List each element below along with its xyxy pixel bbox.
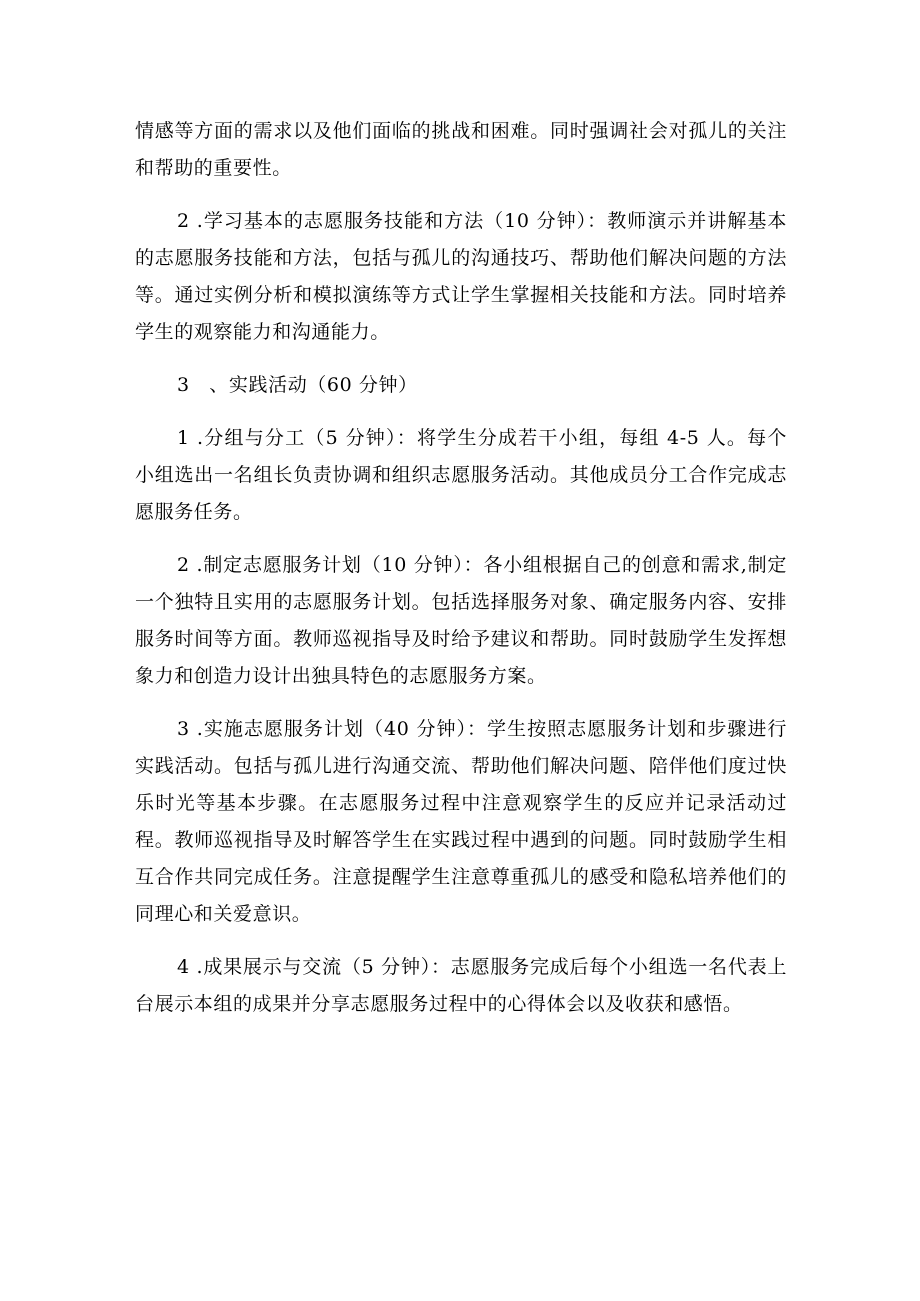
document-body [135, 113, 787, 1039]
paragraph-step-1-grouping: 1 .分组与分工（5 分钟）：将学生分成若干小组，每组 4-5 人。每个小组选出一名组长负责协调和组织志愿服务活动。其他成员分工合作完成志愿服务任务。 [135, 427, 787, 523]
paragraph-continuation: 情感等方面的需求以及他们面临的挑战和困难。同时强调社会对孤儿的关注和帮助的重要性。 [135, 120, 787, 179]
paragraph-step-2-skills: 2 .学习基本的志愿服务技能和方法（10 分钟）：教师演示并讲解基本的志愿服务技能和方法，包括与孤儿的沟通技巧、帮助他们解决问题的方法等。通过实例分析和模拟演练等方式让学生掌握相关技能和方法。同时培养学生的观察能力和沟通能力。 [135, 210, 787, 343]
section-heading-practice: 3 、实践活动（60 分钟） [177, 374, 418, 396]
paragraph-step-4-showcase: 4 .成果展示与交流（5 分钟）：志愿服务完成后每个小组选一名代表上台展示本组的成果并分享志愿服务过程中的心得体会以及收获和感悟。 [135, 956, 787, 1015]
paragraph-step-2-plan: 2 .制定志愿服务计划（10 分钟）：各小组根据自己的创意和需求,制定一个独特且实用的志愿服务计划。包括选择服务对象、确定服务内容、安排服务时间等方面。教师巡视指导及时给予建议和帮助。同时鼓励学生发挥想象力和创造力设计出独具特色的志愿服务方案。 [135, 554, 787, 687]
paragraph-step-3-implement: 3 .实施志愿服务计划（40 分钟）：学生按照志愿服务计划和步骤进行实践活动。包括与孤儿进行沟通交流、帮助他们解决问题、陪伴他们度过快乐时光等基本步骤。在志愿服务过程中注意观察学生的反应并记录活动过程。教师巡视指导及时解答学生在实践过程中遇到的问题。同时鼓励学生相互合作共同完成任务。注意提醒学生注意尊重孤儿的感受和隐私培养他们的同理心和关爱意识。 [135, 718, 787, 925]
